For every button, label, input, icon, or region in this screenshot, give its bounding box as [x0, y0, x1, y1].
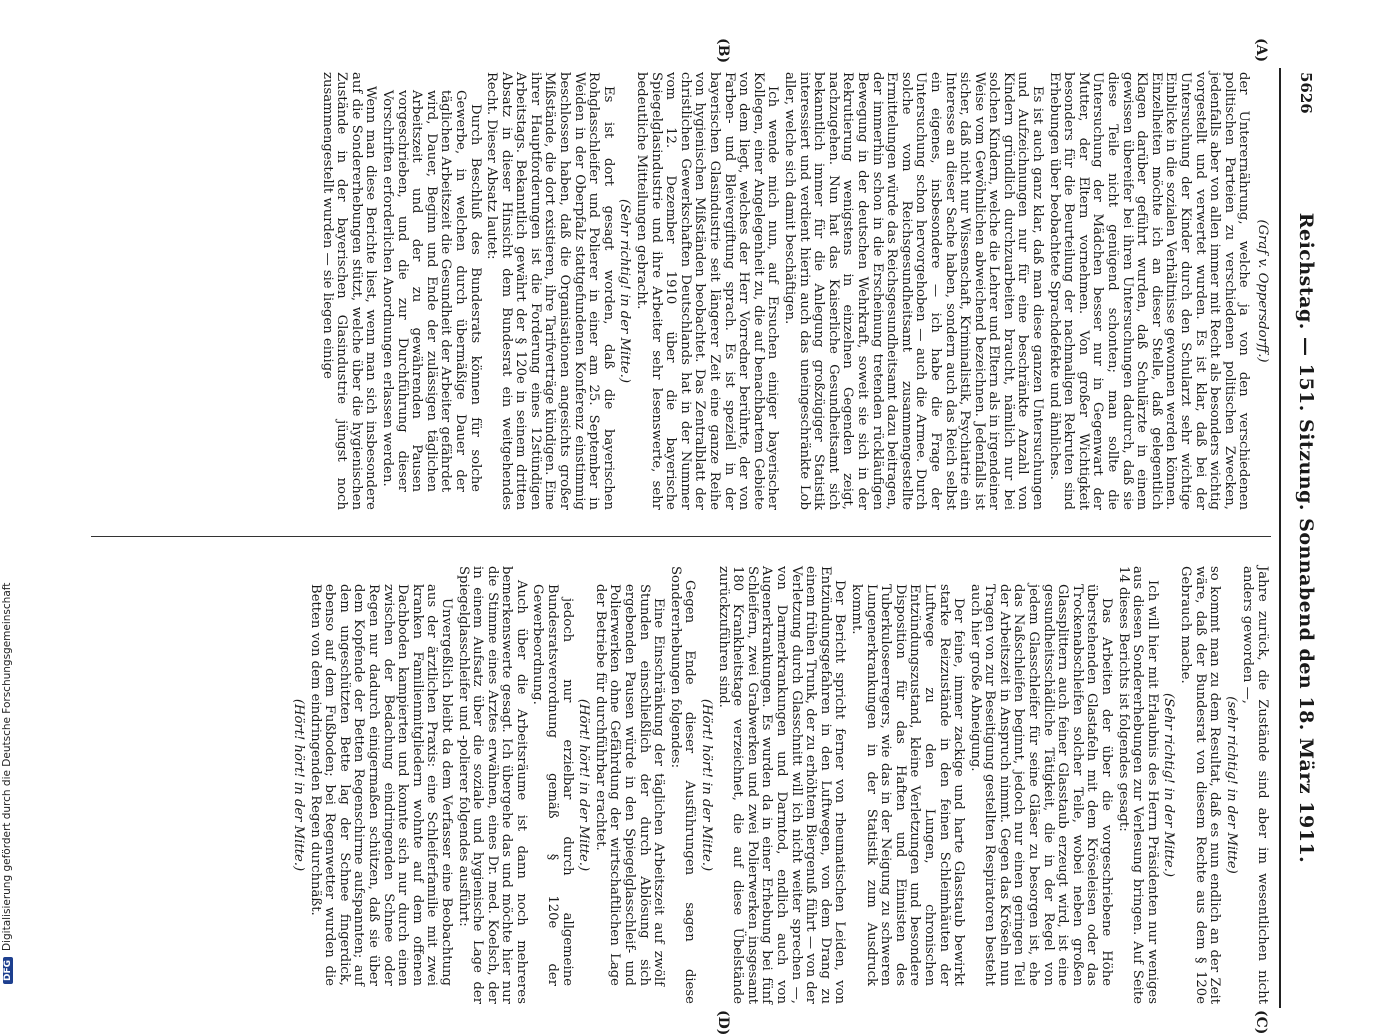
paragraph: so kommt man zu dem Resultat, daß es nun endlich an der Zeit wäre, daß der Bundesrat von diesem Rechte aus dem § 120e Gebrauch mache.	[1178, 566, 1223, 1004]
interjection: (Hört! hört! in der Mitte.)	[291, 698, 306, 872]
column-divider	[91, 536, 1271, 537]
quotation: Eine Einschränkung der täglichen Arbeitszeit auf zwölf Stunden einschließlich der durch Ablösung sich ergebenden Pausen würde in den Spiegelglasschleif- und Polierwerken ohne Gefährdung der wirtschaftlichen Lage der Betriebe für durchführbar erachtet.	[592, 584, 667, 986]
paragraph: Auch über die Arbeitsräume ist dann noch mehreres bemerkenswerte gesagt. Ich übergehe das und möchte hier nur die Stimme eines Arztes erwähnen, eines Dr. med. Koelsch, der in einem Aufsatz über die soziale und hygienische Lage der Spiegelglasschleifer und -polierer folgendes ausführt:	[455, 566, 529, 1004]
paragraph: Es ist dort gesagt worden, daß die bayerischen Rohglasschleifer und Polierer in einer am 25. September in Weiden in der Oberpfalz stattgefundenen Konferenz einstimmig beschlossen haben, daß die Organisationen angesichts großer Mißstände, die dort existieren, ihre Tarifverträge kündigen. Eine ihrer Hauptforderungen ist die Forderung eines 12stündigen Arbeitstags. Bekanntlich gewährt der § 120e in seinem dritten Absatz in dieser Hinsicht dem Bundesrat ein weitgehendes Recht. Dieser Absatz lautet:	[484, 72, 616, 510]
quotation: Durch Beschluß des Bundesrats können für solche Gewerbe, in welchen durch übermäßige Dauer der täglichen Arbeitszeit die Gesundheit der Arbeiter gefährdet wird, Dauer, Beginn und Ende der zulässigen täglichen Arbeitszeit und der zu gewährenden Pausen vorgeschrieben, und die zur Durchführung dieser Vorschriften erforderlichen Anordnungen erlassen werden.	[379, 90, 483, 492]
quotation: Der feine, immer zackige und harte Glasstaub bewirkt starke Reizzustände in den feinen Schleimhäuten der Luftwege zu den Lungen, chronischen Entzündungszustand, kleine Verletzungen und besondere Disposition für das Haften und Einnisten des Tuberkuloseerregers, wie das in der Neigung zu schweren Lungenerkrankungen in der Statistik zum Ausdruck kommt.	[848, 584, 967, 986]
interjection: (sehr richtig! in der Mitte)	[1223, 696, 1239, 874]
rotated-page	[81, 38, 1321, 1035]
digitization-credit	[1, 0, 15, 984]
quotation: Das Arbeiten der über die vorgeschriebene Höhe überstehenden Glastafeln mit dem Kröseleisen oder das Trockenabschleifen solcher Teile, wobei neben großen Glassplittern auch feiner Glasstaub erzeugt wird, ist eine gesundheitsschädliche Tätigkeit, die in der Regel von jedem Glasschleifer für seine Gläser zu besorgen ist, ehe das Naßschleifen beginnt, jedoch nur einen geringen Teil der Arbeitszeit in Anspruch nimmt. Gegen das Kröseln nun Tragen von zur Beseitigung gestellten Respiratoren besteht auch hier große Abneigung.	[967, 584, 1115, 986]
credit-text: Digitalisierung gefördert durch die Deutsche Forschungsgemeinschaft	[1, 582, 13, 951]
margin-marker-b: (B)	[715, 38, 731, 64]
paragraph: Der Bericht spricht ferner von rheumatischen Leiden, von Entzündungsgefahren in den Luftwegen, von dem Drang zu einem frühen Trunk, der zu erhöhtem Biergenuß führt — von der Verletzung durch Glasschnitt will ich nicht weiter sprechen —, von Darmerkrankungen und Darmtod, endlich auch von Augenerkrankungen. Es wurden da in einer Erhebung bei fünf Schleifern, zwei Grabwerken und zwei Polierwerken insgesamt 180 Krankheitstage verzeichnet, die auf diese Übelstände zurückzuführen sind.	[715, 566, 848, 1004]
interjection: (Hört! hört! in der Mitte.)	[699, 698, 715, 872]
dfg-logo: DFG	[3, 957, 13, 984]
interjection: (Sehr richtig! in der Mitte.)	[617, 199, 633, 383]
running-title: Reichstag. — 151. Sitzung. Sonnabend den 18. März 1911.	[1295, 212, 1317, 864]
paragraph: Ich wende mich nun, auf Ersuchen einiger bayerischer Kollegen, einer Angelegenheit zu, die auf benachbartem Gebiete von dem liegt, welches der Herr Vorredner berührte, der von Farben- und Bleivergiftung sprach. Es ist speziell in der bayerischen Glasindustrie seit längerer Zeit eine ganze Reihe von hygienischen Mißständen beobachtet. Das Zentralblatt der christlichen Gewerkschaften Deutschlands hat in der Nummer vom 12. Dezember 1910 über die bayerische Spiegelglasindustrie und ihre Arbeiter sehr lesenswerte, sehr bedeutliche Mitteilungen gebracht.	[634, 72, 781, 510]
margin-marker-d: (D)	[715, 1010, 731, 1035]
right-column	[89, 566, 1269, 1004]
paragraph: Jahre zurück, die Zustände sind aber im wesentlichen nicht anders geworden —,	[1240, 566, 1270, 1004]
paragraph: der Unterernährung, welche ja von den verschiedenen politischen Parteien zu verschiedenen politischen Zwecken, jedenfalls aber von allen immer mit Recht als besonders wichtig vorgestellt und verwertet wurden. Es ist klar, daß bei der Untersuchung der Kinder durch den Schularzt sehr wichtige Einblicke in die sozialen Verhältnisse gewonnen werden können. Einzelheiten möchte ich an dieser Stelle, daß gelegentlich Klagen darüber geführt wurden, daß Schulärzte in einem gewissen übereifer bei ihren Untersuchungen dadurch, daß sie diese Teile nicht genügend schonten; man sollte die Untersuchung der Mädchen besser nur in Gegenwart der Mutter, der Eltern vornehmen. Von großer Wichtigkeit besonders für die Beurteilung der nachmaligen Rekruten sind Erhebungen über beobachtete Sprachdefekte und ähnliches.	[1046, 72, 1252, 510]
header-rule	[1279, 68, 1281, 1008]
paragraph: Wenn man diese Berichte liest, wenn man sich insbesondere auf die Sondererhebungen stützt, welche über die hygienischen Zustände in der bayerischen Glasindustrie jüngst noch zusammengestellt wurden — sie liegen einige	[319, 72, 379, 510]
page-number: 5626	[1297, 72, 1315, 114]
paragraph: Ich will hier mit Erlaubnis des Herrn Präsidenten nur weniges aus diesen Sondererhebungen zur Verlesung bringen. Auf Seite 14 dieses Berichts ist folgendes gesagt:	[1115, 566, 1160, 1004]
paragraph: Es ist auch ganz klar, daß man diese ganzen Untersuchungen und Aufzeichnungen nur für eine beschränkte Anzahl von Kindern gründlich durchzuarbeiten braucht, nämlich nur bei solchen Kindern, welche die Lehrer und Eltern als in irgendeiner Weise vom Gewöhnlichen abweichend bezeichnen. Jedenfalls ist sicher, daß nicht nur Wissenschaft, Kriminalistik, Psychiatrie ein Interesse an dieser Sache haben, sondern auch das Reich selbst ein eigenes, insbesondere — ich habe die Frage der Untersuchung schon hervorgehoben — auch die Armee. Durch solche vom Reichsgesundheitsamt zusammengestellte Ermittelungen würde das Reichsgesundheitsamt dazu beitragen, der immerhin schon in die Erscheinung tretenden rückläufigen Bewegung in der deutschen Wehrkraft, soweit sie sich in der Rekrutierung wenigstens in einzelnen Gegenden zeigt, nachzugehen. Nun hat das Kaiserliche Gesundheitsamt sich bekanntlich immer für die Anlegung großzügiger Statistik interessiert und verdient hierin auch das uneingeschränkte Lob aller, welche sich damit beschäftigen.	[782, 72, 1046, 510]
interjection: (Sehr richtig! in der Mitte.)	[1161, 693, 1177, 877]
speaker-line: (Graf v. Oppersdorff.)	[1255, 219, 1270, 363]
page-header	[1277, 68, 1321, 1008]
quotation: Unvergeßlich bleibt da dem Verfasser eine Beobachtung aus der ärztlichen Praxis: eine Schleiferfamilie mit zwei kranken Familienmitgliedern wohnte auf dem offenen Dachboden kampierten und konnte sich nur durch einen zwischen der Bedachung eindringenden Schnee oder Regen nur dadurch einigermaßen schützen, daß sie über dem Kopfende der Betten Regenschirme aufspannten; auf dem ungeschützten Bette lag der Schnee fingerdick, ebenso auf dem Fußboden; bei Regenwetter wurden die Betten von dem eindringenden Regen durchnäßt.	[307, 584, 454, 986]
interjection: (Hört! hört! in der Mitte.)	[576, 698, 592, 872]
quotation: jedoch nur erzielbar durch allgemeine Bundesratsverordnung gemäß § 120e der Gewerbeordnung.	[530, 584, 575, 986]
margin-marker-c: (C)	[1253, 1010, 1269, 1035]
paragraph: Gegen Ende dieser Ausführungen sagen diese Sondererhebungen folgendes:	[667, 566, 698, 1004]
left-column	[89, 72, 1269, 510]
margin-marker-a: (A)	[1253, 38, 1269, 63]
